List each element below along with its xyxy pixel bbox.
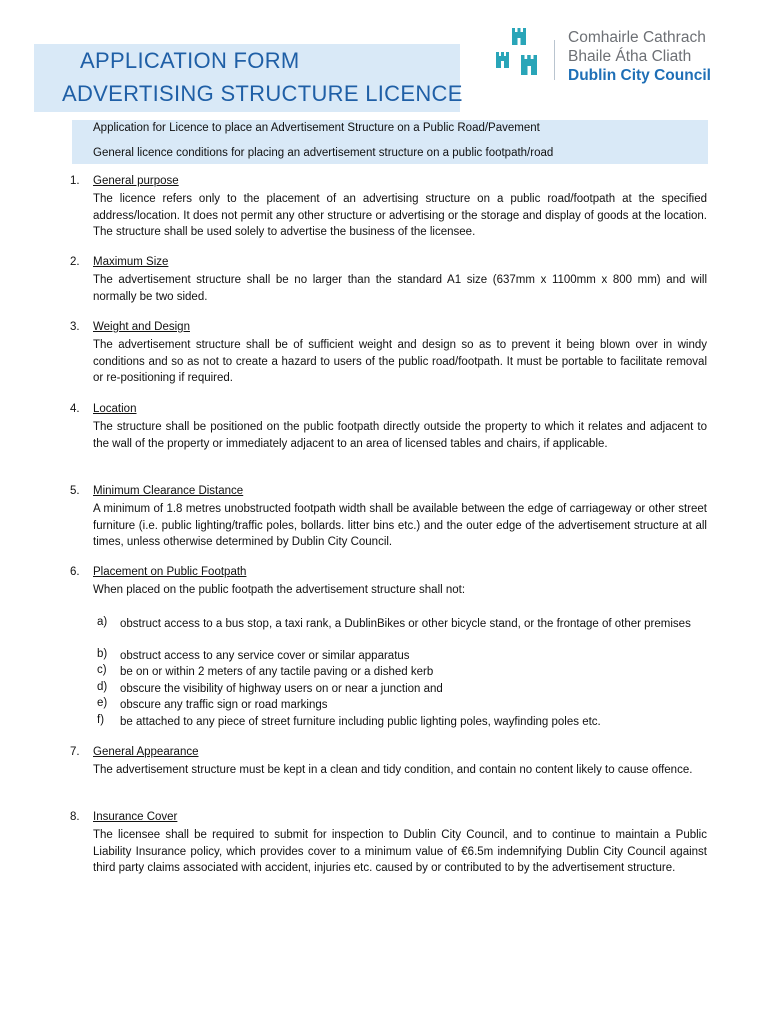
intro-line-1: Application for Licence to place an Advertisement Structure on a Public Road/Pavement bbox=[93, 122, 540, 134]
logo-line-2: Bhaile Átha Cliath bbox=[568, 48, 692, 65]
castle-icon bbox=[493, 26, 545, 82]
section-number: 8. bbox=[70, 811, 80, 823]
section-body: A minimum of 1.8 metres unobstructed footpath width shall be available between the edge of carriageway or other street furniture (i.e. public lighting/traffic poles, bollards. litter bins etc.) and the outer edge of the advertisement structure at all times, unless otherwise determined by Dublin City Council. bbox=[93, 503, 707, 548]
section-number: 7. bbox=[70, 746, 80, 758]
section-body: The advertisement structure shall be no larger than the standard A1 size (637mm x 1100mm x 800 mm) and will normally be two sided. bbox=[93, 274, 707, 303]
list-item-text: be attached to any piece of street furniture including public lighting poles, wayfinding poles etc. bbox=[120, 716, 601, 728]
list-item-text: obstruct access to any service cover or similar apparatus bbox=[120, 650, 410, 662]
form-title: APPLICATION FORM bbox=[80, 48, 300, 73]
section-body: The advertisement structure shall be of sufficient weight and design so as to prevent it being blown over in windy conditions and so as not to create a hazard to users of the public road/footpath. It must be portable to facilitate removal or re-positioning if required. bbox=[93, 339, 707, 384]
intro-box bbox=[72, 120, 708, 164]
logo-line-1: Comhairle Cathrach bbox=[568, 29, 706, 46]
list-item-text: obstruct access to a bus stop, a taxi rank, a DublinBikes or other bicycle stand, or the frontage of other premises bbox=[120, 618, 691, 630]
list-item-letter: b) bbox=[97, 648, 108, 660]
section-heading: Weight and Design bbox=[93, 321, 190, 333]
section-heading: Location bbox=[93, 403, 137, 415]
logo-text bbox=[568, 28, 711, 85]
logo-divider bbox=[554, 40, 555, 80]
section-number: 6. bbox=[70, 566, 80, 578]
section-heading: Placement on Public Footpath bbox=[93, 566, 247, 578]
dublin-city-council-logo bbox=[493, 26, 733, 86]
section-number: 1. bbox=[70, 175, 80, 187]
section-body: When placed on the public footpath the advertisement structure shall not: bbox=[93, 584, 466, 596]
section-number: 5. bbox=[70, 485, 80, 497]
section-number: 3. bbox=[70, 321, 80, 333]
section-heading: General Appearance bbox=[93, 746, 199, 758]
section-body: The advertisement structure must be kept in a clean and tidy condition, and contain no content likely to cause offence. bbox=[93, 764, 693, 776]
list-item-text: obscure the visibility of highway users on or near a junction and bbox=[120, 683, 443, 695]
section-heading: Minimum Clearance Distance bbox=[93, 485, 244, 497]
list-item-text: obscure any traffic sign or road markings bbox=[120, 699, 328, 711]
list-item-letter: e) bbox=[97, 697, 108, 709]
list-item-letter: a) bbox=[97, 616, 108, 628]
section-number: 4. bbox=[70, 403, 80, 415]
title-banner bbox=[34, 44, 463, 112]
list-item-text: be on or within 2 meters of any tactile paving or a dished kerb bbox=[120, 666, 434, 678]
section-body: The licensee shall be required to submit for inspection to Dublin City Council, and to continue to maintain a Public Liability Insurance policy, which provides cover to a minimum value of €6.5m indemnifying Dublin City Council against third party claims associated with accident, injuries etc. caused by or contributed to by the advertisement structure. bbox=[93, 829, 707, 874]
section-heading: Insurance Cover bbox=[93, 811, 178, 823]
logo-line-3: Dublin City Council bbox=[568, 67, 711, 84]
section-number: 2. bbox=[70, 256, 80, 268]
intro-line-2: General licence conditions for placing an advertisement structure on a public footpath/road bbox=[93, 147, 554, 159]
section-body: The licence refers only to the placement of an advertising structure on a public road/footpath at the specified address/location. It does not permit any other structure or advertising or the storage and display of goods at the location. The structure shall be used solely to advertise the business of the licensee. bbox=[93, 193, 707, 238]
section-heading: Maximum Size bbox=[93, 256, 169, 268]
list-item-letter: d) bbox=[97, 681, 108, 693]
list-item-letter: f) bbox=[97, 714, 105, 726]
section-heading: General purpose bbox=[93, 175, 179, 187]
section-body: The structure shall be positioned on the public footpath directly outside the property to which it relates and adjacent to the wall of the property or immediately adjacent to an area of licensed tables and chairs, if applicable. bbox=[93, 421, 707, 450]
list-item-letter: c) bbox=[97, 664, 107, 676]
form-subtitle: ADVERTISING STRUCTURE LICENCE bbox=[62, 81, 463, 106]
